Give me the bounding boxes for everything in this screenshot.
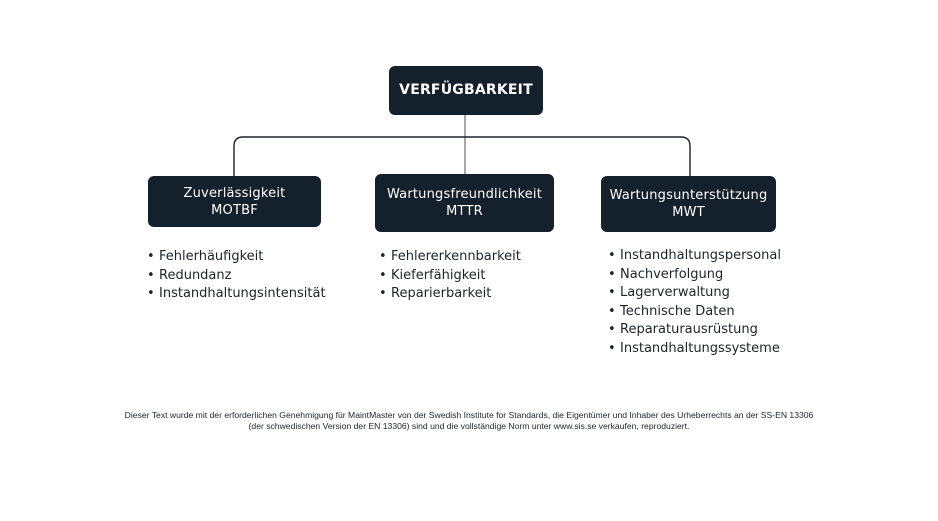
list-item: • Instandhaltungssysteme — [608, 340, 781, 359]
list-item: • Redundanz — [147, 267, 326, 286]
footnote-line-2: (der schwedischen Version der EN 13306) sind und die vollständige Norm unter www.sis.se verkaufen, reproduziert. — [248, 421, 690, 431]
node-title: Wartungsunterstützung — [609, 188, 768, 203]
list-item: • Kieferfähigkeit — [379, 267, 521, 286]
connector-left-branch — [234, 137, 465, 176]
list-item: • Nachverfolgung — [608, 266, 781, 285]
list-item: • Technische Daten — [608, 303, 781, 322]
list-item: • Reparierbarkeit — [379, 285, 521, 304]
node-wartungsfreundlichkeit — [375, 174, 554, 232]
list-item: • Lagerverwaltung — [608, 284, 781, 303]
node-title: Wartungsfreundlichkeit — [386, 187, 543, 202]
connector-right-branch — [465, 137, 690, 176]
bullet-list-wartungsunterstuetzung — [608, 247, 781, 359]
node-title: Zuverlässigkeit — [183, 185, 286, 201]
list-item: • Fehlerhäufigkeit — [147, 248, 326, 267]
list-item: • Reparaturausrüstung — [608, 321, 781, 340]
list-item: • Instandhaltungsintensität — [147, 285, 326, 304]
node-wartungsunterstuetzung — [601, 176, 776, 232]
bullet-list-wartungsfreundlichkeit — [379, 248, 521, 304]
copyright-footnote — [30, 410, 908, 432]
list-item: • Fehlererkennbarkeit — [379, 248, 521, 267]
node-abbreviation: MOTBF — [211, 202, 258, 218]
node-abbreviation: MTTR — [446, 204, 483, 219]
bullet-list-zuverlaessigkeit — [147, 248, 326, 304]
list-item: • Instandhaltungspersonal — [608, 247, 781, 266]
footnote-line-1: Dieser Text wurde mit der erforderlichen Genehmigung für MaintMaster von der Swedish Institute for Standards, die Eigentümer und Inhaber des Urheberrechts an der SS-EN 13306 — [124, 410, 814, 420]
node-zuverlaessigkeit — [148, 176, 321, 227]
root-node-label: VERFÜGBARKEIT — [399, 82, 533, 98]
root-node-verfuegbarkeit — [389, 66, 543, 115]
node-abbreviation: MWT — [672, 205, 705, 220]
